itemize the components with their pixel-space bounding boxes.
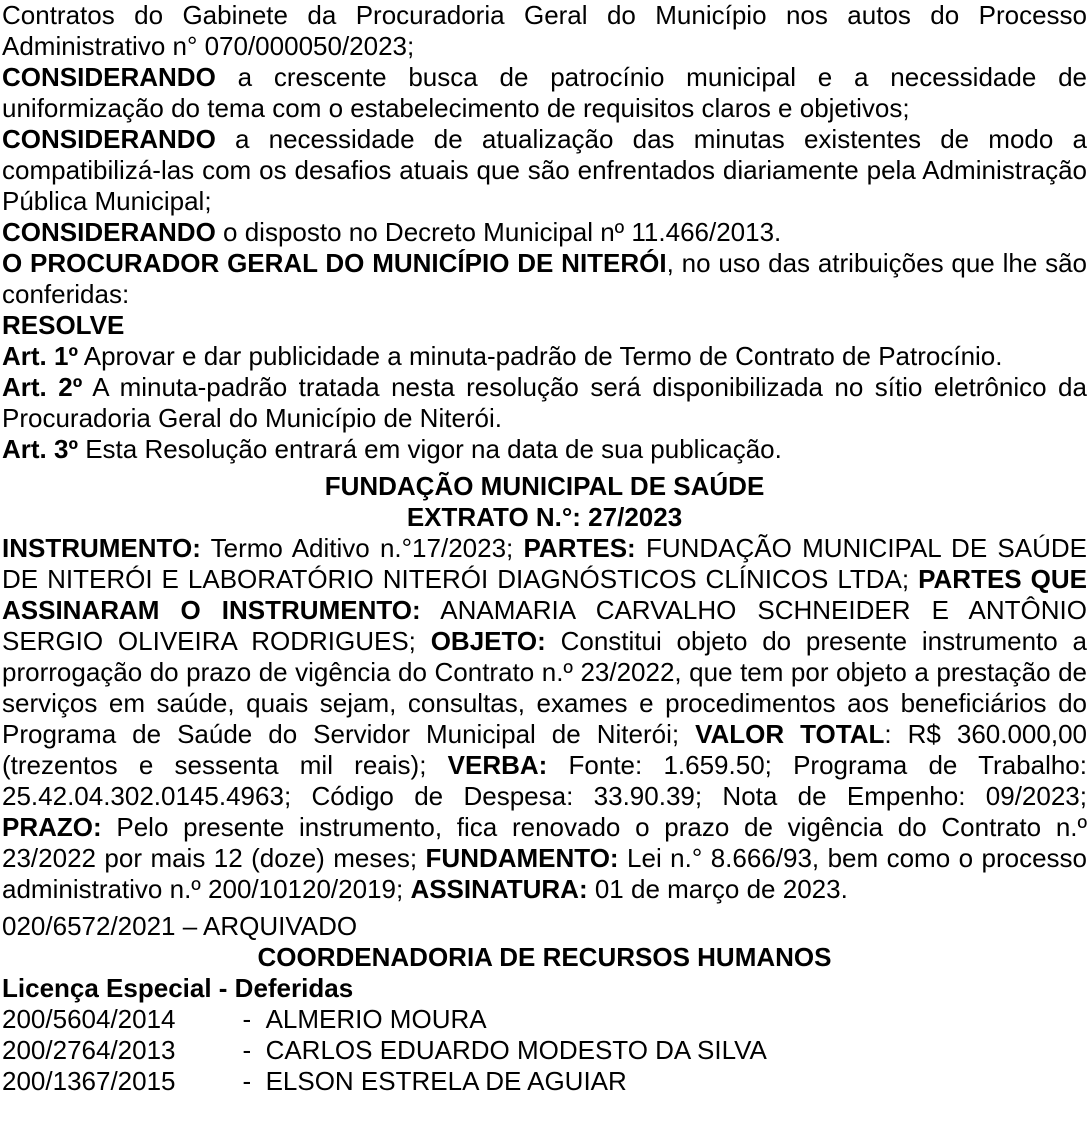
article-label: Art. 1º <box>2 341 78 371</box>
resolve-heading <box>2 310 1087 341</box>
considerando-label: CONSIDERANDO <box>2 62 216 92</box>
assinaram-text: ANAMARIA CARVALHO SCHNEIDER E ANTÔNIO SERGIO OLIVEIRA RODRIGUES; <box>2 595 1087 656</box>
considerando-1 <box>2 62 1087 124</box>
crh-subheading-label: Licença Especial - Deferidas <box>2 973 354 1003</box>
verba-label: VERBA: <box>447 750 548 780</box>
licenca-list <box>2 1004 1087 1097</box>
process-number: 200/2764/2013 <box>2 1035 176 1065</box>
list-item <box>2 1004 1087 1035</box>
crh-heading: COORDENADORIA DE RECURSOS HUMANOS <box>257 942 832 972</box>
considerando-label: CONSIDERANDO <box>2 124 216 154</box>
article-label: Art. 2º <box>2 372 83 402</box>
list-item <box>2 1066 1087 1097</box>
process-number: 200/5604/2014 <box>2 1004 176 1034</box>
partes-label: PARTES: <box>523 533 636 563</box>
arquivado-line: 020/6572/2021 – ARQUIVADO <box>2 911 358 941</box>
assinatura-text: 01 de março de 2023. <box>587 874 848 904</box>
considerando-2 <box>2 124 1087 217</box>
person-name: CARLOS EDUARDO MODESTO DA SILVA <box>265 1035 767 1065</box>
considerando-text: o disposto no Decreto Municipal nº 11.466/2013. <box>215 217 782 247</box>
prazo-label: PRAZO: <box>2 812 102 842</box>
preamble-text: Contratos do Gabinete da Procuradoria Geral do Município nos autos do Processo Administrativo n° 070/000050/2023; <box>2 0 1087 61</box>
valor-label: VALOR TOTAL <box>695 719 885 749</box>
fundamento-text: Lei n.° 8.666/93, bem como o processo administrativo n.º 200/10120/2019; <box>2 843 1088 904</box>
considerando-text: a necessidade de atualização das minutas existentes de modo a compatibilizá-las com os desafios atuais que são enfrentados diariamente pela Administração Pública Municipal; <box>2 124 1087 216</box>
valor-text: : R$ 360.000,00 (trezentos e sessenta mil reais); <box>2 719 1087 780</box>
fms-heading: FUNDAÇÃO MUNICIPAL DE SAÚDE <box>324 471 765 501</box>
article-2 <box>2 372 1087 434</box>
procurador-label: O PROCURADOR GERAL DO MUNICÍPIO DE NITERÓI <box>2 248 667 278</box>
resolve-label: RESOLVE <box>2 310 125 340</box>
list-item <box>2 1035 1087 1066</box>
considerando-text: a crescente busca de patrocínio municipal e a necessidade de uniformização do tema com o estabelecimento de requisitos claros e objetivos; <box>2 62 1087 123</box>
procurador-paragraph <box>2 248 1087 310</box>
instrumento-text: Termo Aditivo n.°17/2023; <box>200 533 524 563</box>
considerando-3 <box>2 217 1087 248</box>
procurador-text: , no uso das atribuições que lhe são conferidas: <box>2 248 1088 309</box>
list-separator: - <box>228 1035 266 1065</box>
preamble-paragraph <box>2 0 1087 62</box>
list-separator: - <box>228 1066 266 1096</box>
article-text: A minuta-padrão tratada nesta resolução será disponibilizada no sítio eletrônico da Procuradoria Geral do Município de Niterói. <box>2 372 1087 433</box>
considerando-label: CONSIDERANDO <box>2 217 216 247</box>
objeto-text: Constitui objeto do presente instrumento a prorrogação do prazo de vigência do Contrato n.º 23/2022, que tem por objeto a prestação de serviços em saúde, quais sejam, consultas, exames e procedimentos aos beneficiários do Programa de Saúde do Servidor Municipal de Niterói; <box>2 626 1087 749</box>
article-label: Art. 3º <box>2 434 78 464</box>
fundamento-label: FUNDAMENTO: <box>425 843 619 873</box>
crh-subheading <box>2 973 1087 1004</box>
assinatura-label: ASSINATURA: <box>410 874 588 904</box>
article-1 <box>2 341 1087 372</box>
list-separator: - <box>228 1004 266 1034</box>
person-name: ELSON ESTRELA DE AGUIAR <box>265 1066 627 1096</box>
prazo-text: Pelo presente instrumento, fica renovado o prazo de vigência do Contrato n.º 23/2022 por mais 12 (doze) meses; <box>2 812 1087 873</box>
verba-text: Fonte: 1.659.50; Programa de Trabalho: 25.42.04.302.0145.4963; Código de Despesa: 33.90.39; Nota de Empenho: 09/2023; <box>2 750 1087 811</box>
extrato-body <box>2 533 1087 905</box>
extrato-heading: EXTRATO N.°: 27/2023 <box>406 502 683 532</box>
article-3 <box>2 434 1087 465</box>
objeto-label: OBJETO: <box>430 626 546 656</box>
process-number: 200/1367/2015 <box>2 1066 176 1096</box>
article-text: Esta Resolução entrará em vigor na data de sua publicação. <box>77 434 782 464</box>
article-text: Aprovar e dar publicidade a minuta-padrão de Termo de Contrato de Patrocínio. <box>77 341 1003 371</box>
person-name: ALMERIO MOURA <box>265 1004 487 1034</box>
assinaram-label: PARTES QUE ASSINARAM O INSTRUMENTO: <box>2 564 1087 625</box>
instrumento-label: INSTRUMENTO: <box>2 533 201 563</box>
partes-text: FUNDAÇÃO MUNICIPAL DE SAÚDE DE NITERÓI E LABORATÓRIO NITERÓI DIAGNÓSTICOS CLÍNICOS LTDA; <box>2 533 1087 594</box>
